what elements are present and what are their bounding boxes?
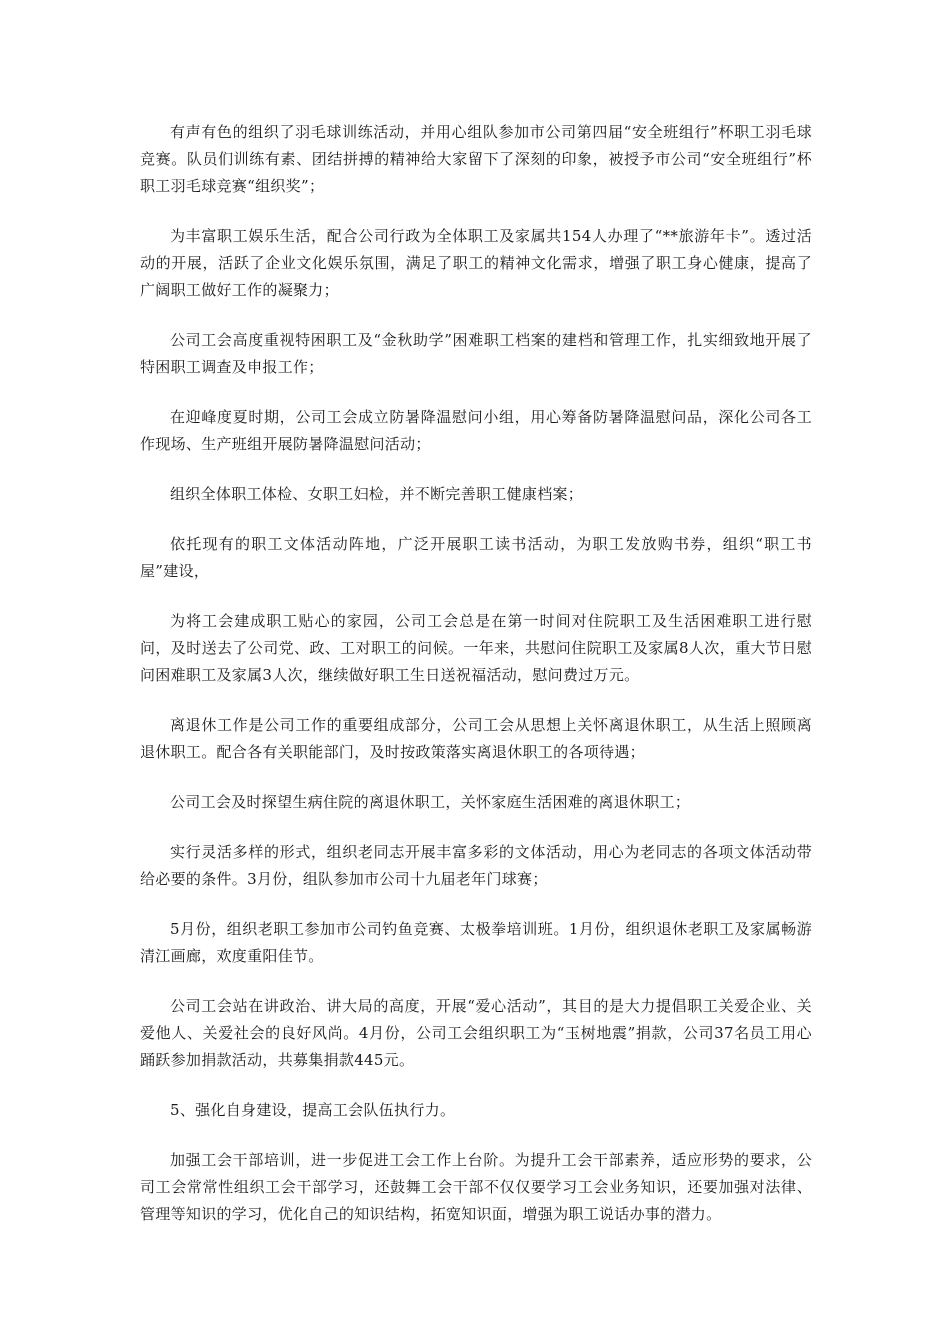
paragraph: 在迎峰度夏时期，公司工会成立防暑降温慰问小组，用心筹备防暑降温慰问品，深化公司各工作现场、生产班组开展防暑降温慰问活动； (140, 408, 812, 453)
document-body (140, 119, 812, 1251)
paragraph: 离退休工作是公司工作的重要组成部分，公司工会从思想上关怀离退休职工，从生活上照顾离退休职工。配合各有关职能部门，及时按政策落实离退休职工的各项待遇； (140, 716, 812, 761)
paragraph: 组织全体职工体检、女职工妇检，并不断完善职工健康档案； (170, 485, 584, 503)
paragraph: 有声有色的组织了羽毛球训练活动，并用心组队参加市公司第四届“安全班组行”杯职工羽毛球竞赛。队员们训练有素、团结拼搏的精神给大家留下了深刻的印象，被授予市公司“安全班组行”杯职工羽毛球竞赛“组织奖”； (140, 123, 812, 195)
paragraph: 公司工会高度重视特困职工及“金秋助学”困难职工档案的建档和管理工作，扎实细致地开展了特困职工调查及申报工作； (140, 331, 812, 376)
paragraph: 公司工会及时探望生病住院的离退休职工，关怀家庭生活困难的离退休职工； (170, 793, 691, 811)
paragraph: 公司工会站在讲政治、讲大局的高度，开展“爱心活动”，其目的是大力提倡职工关爱企业、关爱他人、关爱社会的良好风尚。4月份，公司工会组织职工为“玉树地震”捐款，公司37名员工用心踊跃参加捐款活动，共募集捐款445元。 (140, 997, 812, 1069)
section-heading: 5、强化自身建设，提高工会队伍执行力。 (170, 1101, 456, 1119)
paragraph: 实行灵活多样的形式，组织老同志开展丰富多彩的文体活动，用心为老同志的各项文体活动带给必要的条件。3月份，组队参加市公司十九届老年门球赛； (140, 843, 812, 888)
paragraph: 依托现有的职工文体活动阵地，广泛开展职工读书活动，为职工发放购书券，组织“职工书屋”建设， (140, 535, 812, 580)
paragraph: 加强工会干部培训，进一步促进工会工作上台阶。为提升工会干部素养，适应形势的要求，公司工会常常性组织工会干部学习，还鼓舞工会干部不仅仅要学习工会业务知识，还要加强对法律、管理等知识的学习，优化自己的知识结构，拓宽知识面，增强为职工说话办事的潜力。 (140, 1151, 812, 1223)
paragraph: 为丰富职工娱乐生活，配合公司行政为全体职工及家属共154人办理了“**旅游年卡”。透过活动的开展，活跃了企业文化娱乐氛围，满足了职工的精神文化需求，增强了职工身心健康，提高了广阔职工做好工作的凝聚力； (140, 227, 812, 299)
paragraph: 5月份，组织老职工参加市公司钓鱼竞赛、太极拳培训班。1月份，组织退休老职工及家属畅游清江画廊，欢度重阳佳节。 (140, 920, 812, 965)
paragraph: 为将工会建成职工贴心的家园，公司工会总是在第一时间对住院职工及生活困难职工进行慰问，及时送去了公司党、政、工对职工的问候。一年来，共慰问住院职工及家属8人次，重大节日慰问困难职工及家属3人次，继续做好职工生日送祝福活动，慰问费过万元。 (140, 612, 812, 684)
